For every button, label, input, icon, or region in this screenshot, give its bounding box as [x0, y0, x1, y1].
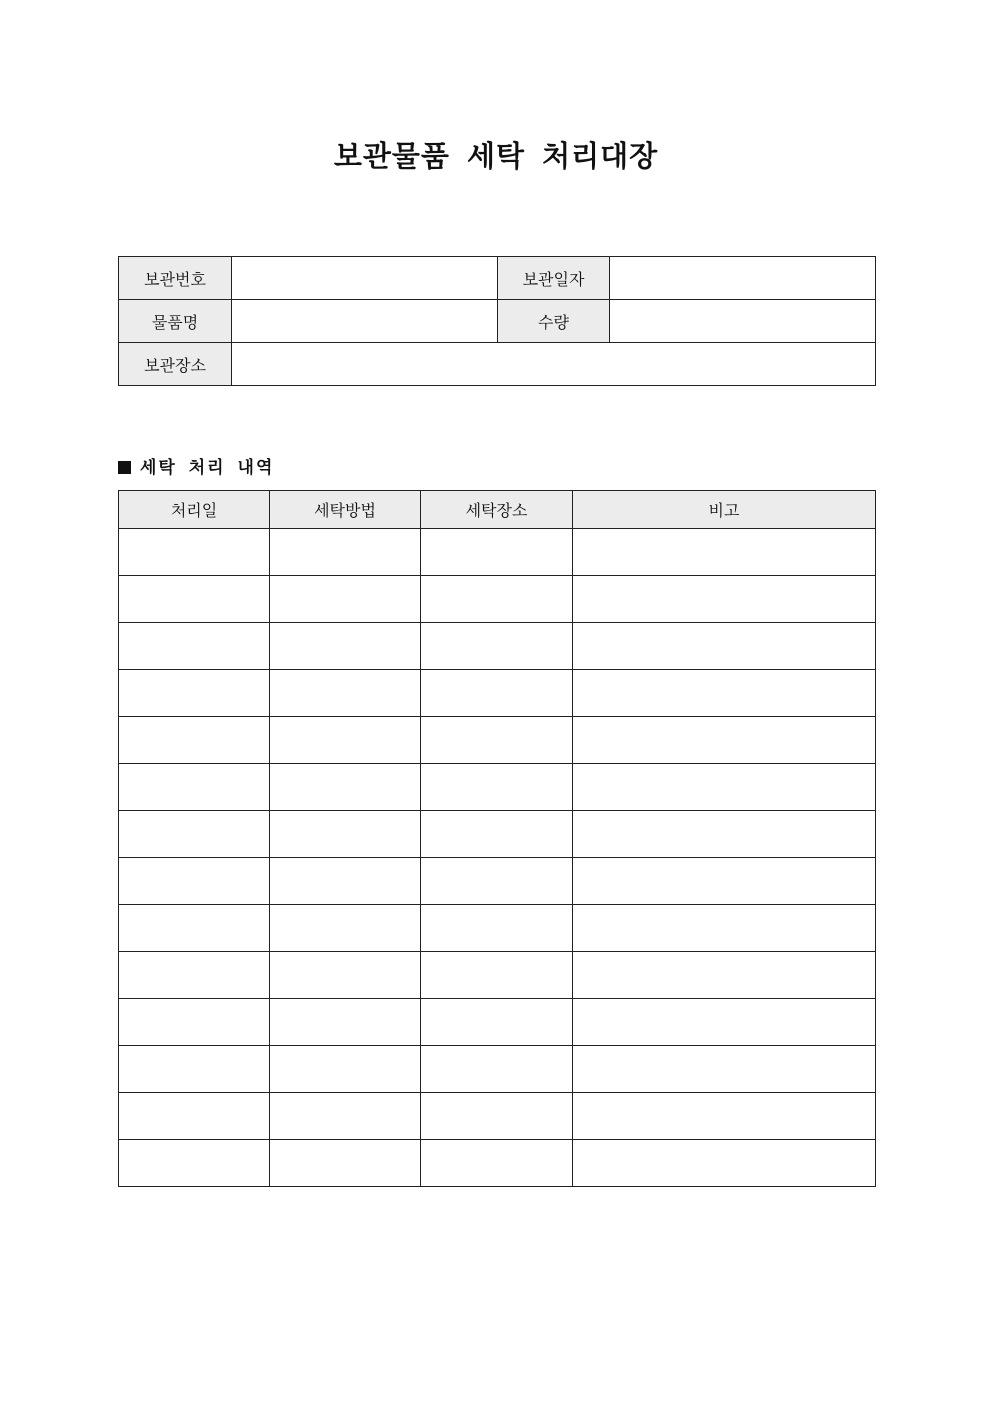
process-date-cell[interactable]: [119, 1093, 270, 1140]
storage-number-field[interactable]: [232, 257, 498, 300]
section-heading: [118, 453, 274, 478]
storage-date-label: 보관일자: [498, 257, 610, 300]
remarks-cell[interactable]: [573, 952, 876, 999]
table-row: [119, 999, 876, 1046]
storage-location-field[interactable]: [232, 343, 876, 386]
wash-location-cell[interactable]: [421, 764, 573, 811]
remarks-cell[interactable]: [573, 905, 876, 952]
remarks-cell[interactable]: [573, 529, 876, 576]
storage-number-label: 보관번호: [119, 257, 232, 300]
table-row: [119, 623, 876, 670]
wash-location-cell[interactable]: [421, 905, 573, 952]
table-row: [119, 952, 876, 999]
document-title: 보관물품 세탁 처리대장: [333, 139, 659, 173]
wash-method-cell[interactable]: [270, 764, 421, 811]
remarks-cell[interactable]: [573, 623, 876, 670]
table-row: [119, 576, 876, 623]
wash-location-cell[interactable]: [421, 529, 573, 576]
laundry-log-body: [119, 529, 876, 1187]
process-date-cell[interactable]: [119, 905, 270, 952]
remarks-cell[interactable]: [573, 811, 876, 858]
remarks-cell[interactable]: [573, 999, 876, 1046]
info-row: [119, 343, 876, 386]
process-date-cell[interactable]: [119, 670, 270, 717]
table-row: [119, 717, 876, 764]
wash-location-cell[interactable]: [421, 858, 573, 905]
process-date-cell[interactable]: [119, 999, 270, 1046]
table-row: [119, 529, 876, 576]
process-date-cell[interactable]: [119, 858, 270, 905]
table-row: [119, 1046, 876, 1093]
wash-method-cell[interactable]: [270, 529, 421, 576]
section-title: 세탁 처리 내역: [140, 458, 275, 478]
remarks-cell[interactable]: [573, 764, 876, 811]
laundry-log-table: [118, 490, 876, 1187]
wash-method-cell[interactable]: [270, 1093, 421, 1140]
wash-location-cell[interactable]: [421, 717, 573, 764]
header-wash-location: 세탁장소: [421, 491, 573, 529]
item-name-field[interactable]: [232, 300, 498, 343]
wash-method-cell[interactable]: [270, 1140, 421, 1187]
table-row: [119, 1093, 876, 1140]
wash-location-cell[interactable]: [421, 1140, 573, 1187]
remarks-cell[interactable]: [573, 858, 876, 905]
remarks-cell[interactable]: [573, 670, 876, 717]
wash-method-cell[interactable]: [270, 1046, 421, 1093]
process-date-cell[interactable]: [119, 1046, 270, 1093]
storage-info-table: [118, 256, 876, 386]
process-date-cell[interactable]: [119, 1140, 270, 1187]
table-row: [119, 1140, 876, 1187]
process-date-cell[interactable]: [119, 764, 270, 811]
header-process-date: 처리일: [119, 491, 270, 529]
wash-method-cell[interactable]: [270, 952, 421, 999]
storage-date-field[interactable]: [610, 257, 876, 300]
process-date-cell[interactable]: [119, 952, 270, 999]
wash-location-cell[interactable]: [421, 999, 573, 1046]
quantity-label: 수량: [498, 300, 610, 343]
table-row: [119, 858, 876, 905]
remarks-cell[interactable]: [573, 1140, 876, 1187]
item-name-label: 물품명: [119, 300, 232, 343]
process-date-cell[interactable]: [119, 811, 270, 858]
wash-method-cell[interactable]: [270, 811, 421, 858]
table-header-row: [119, 491, 876, 529]
wash-location-cell[interactable]: [421, 811, 573, 858]
wash-location-cell[interactable]: [421, 623, 573, 670]
wash-location-cell[interactable]: [421, 1046, 573, 1093]
storage-location-label: 보관장소: [119, 343, 232, 386]
remarks-cell[interactable]: [573, 1046, 876, 1093]
table-row: [119, 905, 876, 952]
info-row: [119, 257, 876, 300]
wash-method-cell[interactable]: [270, 717, 421, 764]
header-remarks: 비고: [573, 491, 876, 529]
table-row: [119, 811, 876, 858]
process-date-cell[interactable]: [119, 717, 270, 764]
table-row: [119, 670, 876, 717]
wash-location-cell[interactable]: [421, 576, 573, 623]
wash-location-cell[interactable]: [421, 952, 573, 999]
process-date-cell[interactable]: [119, 529, 270, 576]
wash-method-cell[interactable]: [270, 999, 421, 1046]
wash-location-cell[interactable]: [421, 670, 573, 717]
table-row: [119, 764, 876, 811]
remarks-cell[interactable]: [573, 717, 876, 764]
remarks-cell[interactable]: [573, 1093, 876, 1140]
process-date-cell[interactable]: [119, 576, 270, 623]
wash-method-cell[interactable]: [270, 623, 421, 670]
wash-method-cell[interactable]: [270, 905, 421, 952]
info-row: [119, 300, 876, 343]
wash-method-cell[interactable]: [270, 670, 421, 717]
wash-method-cell[interactable]: [270, 858, 421, 905]
process-date-cell[interactable]: [119, 623, 270, 670]
wash-location-cell[interactable]: [421, 1093, 573, 1140]
square-bullet-icon: [118, 461, 131, 474]
wash-method-cell[interactable]: [270, 576, 421, 623]
header-wash-method: 세탁방법: [270, 491, 421, 529]
quantity-field[interactable]: [610, 300, 876, 343]
remarks-cell[interactable]: [573, 576, 876, 623]
